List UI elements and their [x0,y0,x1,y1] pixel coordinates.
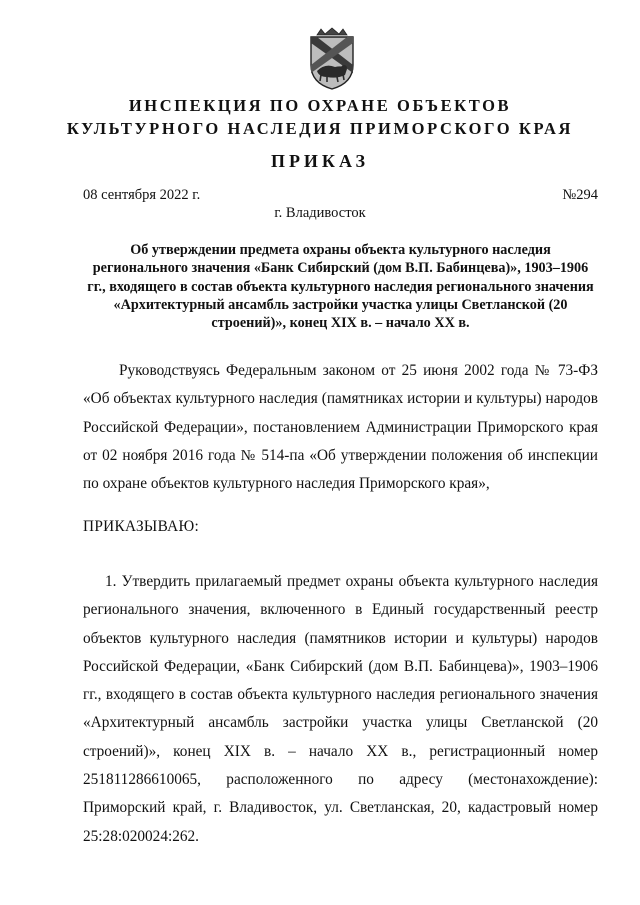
document-date: 08 сентября 2022 г. [83,187,201,203]
document-title: Об утверждении предмета охраны объекта культурного наследия регионального значения «Банк Сибирский (дом В.П. Бабинцева)», 1903–1906 гг., входящего в состав объекта культурного наследия регионального значения «Архитектурный ансамбль застройки участка улицы Светланской (20 строений)», конец XIX в. – начало XX в. [87,242,594,332]
organization-name-line1: ИНСПЕКЦИЯ ПО ОХРАНЕ ОБЪЕКТОВ [128,96,512,115]
coat-of-arms-icon [303,27,361,91]
document-type: ПРИКАЗ [270,151,370,171]
document-city: г. Владивосток [274,205,366,221]
preamble-paragraph: Руководствуясь Федеральным законом от 25 июня 2002 года № 73-ФЗ «Об объектах культурного наследия (памятниках истории и культуры) народов Российской Федерации», постановлением Администрации Приморского края от 02 ноября 2016 года № 514-па «Об утверждении положения об инспекции по охране объектов культурного наследия Приморского края», [83,362,598,493]
organization-name-line2: КУЛЬТУРНОГО НАСЛЕДИЯ ПРИМОРСКОГО КРАЯ [66,119,574,138]
order-item-1: 1. Утвердить прилагаемый предмет охраны объекта культурного наследия регионального значения, включенного в Единый государственный реестр объектов культурного наследия (памятников истории и культуры) народов Российской Федерации, «Банк Сибирский (дом В.П. Бабинцева)», 1903–1906 гг., входящего в состав объекта культурного наследия регионального значения «Архитектурный ансамбль застройки участка улицы Светланской (20 строений)», конец XIX в. – начало XX в., регистрационный номер 251811286610065, расположенного по адресу (местонахождение): Приморский край, г. Владивосток, ул. Светланская, 20, кадастровый номер 25:28:020024:262. [83,573,598,845]
document-number: №294 [562,187,598,203]
order-word: ПРИКАЗЫВАЮ: [83,518,200,535]
